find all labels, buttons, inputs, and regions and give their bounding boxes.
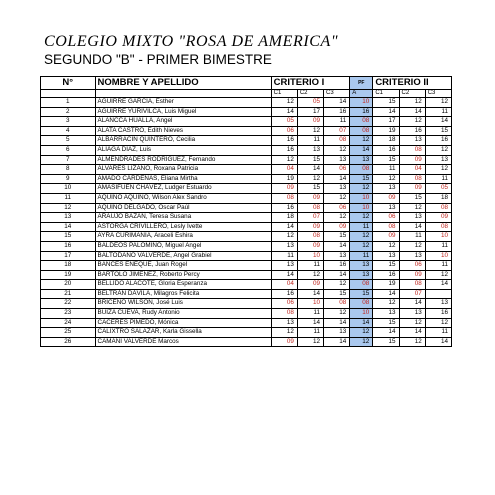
criterio1-grade: 06	[324, 165, 350, 175]
criterio2-grade: 12	[425, 165, 451, 175]
student-name: ALANCCA HUALLA, Angel	[95, 117, 271, 127]
criterio2-grade: 12	[373, 241, 399, 251]
criterio2-grade: 14	[399, 299, 425, 309]
criterio1-grade: 13	[271, 261, 297, 271]
criterio1-grade: 13	[271, 241, 297, 251]
criterio2-grade: 14	[399, 328, 425, 338]
criterio1-grade: 12	[271, 155, 297, 165]
criterio2-grade: 18	[425, 193, 451, 203]
table-row	[41, 213, 452, 223]
criterio1-grade: 14	[324, 241, 350, 251]
pf-grade: 12	[350, 136, 373, 146]
pf-grade: 15	[350, 289, 373, 299]
criterio2-grade: 12	[373, 299, 399, 309]
row-number: 23	[41, 309, 96, 319]
row-number: 1	[41, 98, 96, 108]
criterio1-grade: 09	[324, 222, 350, 232]
table-row	[41, 261, 452, 271]
pf-grade: 12	[350, 232, 373, 242]
col-num-header: N°	[41, 77, 96, 90]
row-number: 16	[41, 241, 96, 251]
criterio2-grade	[425, 289, 451, 299]
student-name: ASTORGA CRIVILLERO, Lesly Ivette	[95, 222, 271, 232]
criterio2-grade: 09	[373, 232, 399, 242]
criterio1-grade: 09	[297, 222, 323, 232]
criterio2-grade: 06	[373, 213, 399, 223]
pf-grade: 14	[350, 318, 373, 328]
row-number: 8	[41, 165, 96, 175]
table-row	[41, 126, 452, 136]
criterio2-grade: 15	[425, 126, 451, 136]
criterio1-grade: 11	[297, 328, 323, 338]
table-row	[41, 155, 452, 165]
pf-grade: 12	[350, 213, 373, 223]
table-row	[41, 270, 452, 280]
subheader-row	[41, 90, 452, 98]
criterio1-grade: 12	[324, 193, 350, 203]
criterio1-grade: 14	[324, 318, 350, 328]
criterio2-grade: 11	[425, 241, 451, 251]
row-number: 3	[41, 117, 96, 127]
criterio2-grade: 13	[399, 136, 425, 146]
criterio2-grade: 13	[399, 213, 425, 223]
criterio2-grade: 14	[373, 328, 399, 338]
criterio1-grade: 14	[324, 270, 350, 280]
student-name: BUIZA CUEVA, Rudy Antonio	[95, 309, 271, 319]
row-number: 20	[41, 280, 96, 290]
criterio2-grade: 11	[425, 328, 451, 338]
criterio1-grade: 16	[271, 289, 297, 299]
student-name: AGUIRRE GARCIA, Esther	[95, 98, 271, 108]
criterio1-grade: 06	[271, 299, 297, 309]
criterio1-grade: 09	[297, 241, 323, 251]
criterio2-grade: 12	[425, 270, 451, 280]
criterio1-grade: 06	[324, 203, 350, 213]
student-name: AQUINO AQUINO, Wilson Alex Sandro	[95, 193, 271, 203]
criterio2-grade: 13	[373, 203, 399, 213]
school-title: COLEGIO MIXTO "ROSA DE AMERICA"	[44, 33, 339, 50]
criterio1-grade: 12	[297, 270, 323, 280]
student-name: BANCES ENEQUE, Juan Rogel	[95, 261, 271, 271]
pf-grade: 12	[350, 328, 373, 338]
criterio1-grade: 12	[324, 213, 350, 223]
row-number: 24	[41, 318, 96, 328]
row-number: 12	[41, 203, 96, 213]
pf-grade: 08	[350, 165, 373, 175]
criterio1-grade: 13	[324, 328, 350, 338]
subheader-blank	[41, 90, 96, 98]
criterio2-grade: 19	[373, 126, 399, 136]
pf-grade: 15	[350, 174, 373, 184]
criterio1-grade: 04	[271, 280, 297, 290]
criterio1-grade: 09	[297, 193, 323, 203]
student-name: BELTRÁN DÁVILA, Milagros Felicita	[95, 289, 271, 299]
criterio2-grade: 16	[425, 136, 451, 146]
criterio2-grade: 09	[399, 270, 425, 280]
pf-sub: A	[350, 90, 373, 98]
row-number: 6	[41, 145, 96, 155]
criterio1-grade: 09	[271, 184, 297, 194]
criterio2-grade: 12	[425, 318, 451, 328]
table-row	[41, 184, 452, 194]
row-number: 19	[41, 270, 96, 280]
criterio2-grade: 06	[399, 261, 425, 271]
student-name: BRICEÑO WILSON, José Luis	[95, 299, 271, 309]
criterio1-grade: 05	[297, 98, 323, 108]
pf-grade: 08	[350, 117, 373, 127]
criterio1-grade: 09	[297, 280, 323, 290]
criterio2-grade: 14	[373, 289, 399, 299]
criterio1-grade: 07	[297, 213, 323, 223]
criterio1-grade: 16	[271, 145, 297, 155]
table-row	[41, 203, 452, 213]
table-row	[41, 117, 452, 127]
criterio1-grade: 11	[297, 261, 323, 271]
student-name: ALATA CASTRO, Edith Nieves	[95, 126, 271, 136]
criterio1-grade: 14	[271, 107, 297, 117]
table-row	[41, 251, 452, 261]
criterio1-grade: 15	[324, 289, 350, 299]
criterio1-grade: 10	[297, 251, 323, 261]
row-number: 11	[41, 193, 96, 203]
criterio1-grade: 14	[324, 174, 350, 184]
criterio2-grade: 08	[425, 222, 451, 232]
criterio2-grade: 11	[399, 232, 425, 242]
row-number: 26	[41, 337, 96, 347]
criterio2-grade: 15	[373, 155, 399, 165]
criterio2-grade: 09	[399, 184, 425, 194]
student-name: AYRA CURIMANIA, Araceli Eshira	[95, 232, 271, 242]
pf-grade: 12	[350, 241, 373, 251]
student-name: BALTODANO VALVERDE, Angel Grabiel	[95, 251, 271, 261]
table-row	[41, 174, 452, 184]
pf-grade: 12	[350, 337, 373, 347]
criterio1-grade: 16	[271, 203, 297, 213]
criterio1-grade: 14	[297, 318, 323, 328]
student-name: BELLIDO ALACOTE, Gloria Esperanza	[95, 280, 271, 290]
pf-grade: 11	[350, 251, 373, 261]
student-name: ALBARRACIN QUINTERO, Cecilia	[95, 136, 271, 146]
criterio2-grade: 12	[399, 203, 425, 213]
criterio2-grade: 08	[399, 174, 425, 184]
row-number: 22	[41, 299, 96, 309]
criterio2-grade: 08	[399, 280, 425, 290]
criterio2-grade: 12	[399, 117, 425, 127]
criterio2-grade: 07	[399, 289, 425, 299]
pf-grade: 10	[350, 193, 373, 203]
criterio1-grade: 16	[324, 107, 350, 117]
student-name: AQUINO DELGADO, Oscar Paúl	[95, 203, 271, 213]
criterio2-grade: 12	[373, 174, 399, 184]
criterio1-grade: 10	[297, 299, 323, 309]
criterio2-grade: 13	[425, 299, 451, 309]
table-row	[41, 318, 452, 328]
col-name-header: NOMBRE Y APELLIDO	[95, 77, 271, 90]
criterio2-grade: 14	[373, 107, 399, 117]
pf-grade: 08	[350, 280, 373, 290]
criterio2-grade: 13	[399, 309, 425, 319]
criterio2-grade: 09	[373, 193, 399, 203]
criterio2-grade: 13	[373, 184, 399, 194]
student-name: BARTOLO JIMENEZ, Roberto Percy	[95, 270, 271, 280]
row-number: 5	[41, 136, 96, 146]
table-row	[41, 222, 452, 232]
criterio1-grade: 08	[271, 309, 297, 319]
criterio1-grade: 05	[271, 117, 297, 127]
criterio1-grade: 16	[324, 261, 350, 271]
student-name: BALDEOS PALOMINO, Miguel Angel	[95, 241, 271, 251]
criterio2-grade: 09	[425, 213, 451, 223]
criterio2-grade: 15	[373, 318, 399, 328]
criterio1-grade: 13	[271, 318, 297, 328]
criterio2-grade: 15	[399, 193, 425, 203]
criterio2-grade: 14	[399, 107, 425, 117]
criterio1-grade: 04	[271, 165, 297, 175]
pf-grade: 13	[350, 261, 373, 271]
criterio2-grade: 12	[399, 98, 425, 108]
criterio1-grade: 09	[297, 117, 323, 127]
criterio1-grade: 12	[324, 309, 350, 319]
row-number: 18	[41, 261, 96, 271]
table-row	[41, 145, 452, 155]
criterio1-grade: 16	[271, 136, 297, 146]
criterio2-grade: 17	[373, 117, 399, 127]
criterio1-grade: 15	[297, 155, 323, 165]
row-number: 13	[41, 213, 96, 223]
criterio1-grade: 14	[271, 222, 297, 232]
criterio2-grade: 13	[373, 251, 399, 261]
table-row	[41, 193, 452, 203]
criterio2-grade: 15	[373, 261, 399, 271]
pf-grade: 08	[350, 126, 373, 136]
criterio1-grade: 13	[324, 155, 350, 165]
criterio1-grade: 12	[297, 126, 323, 136]
row-number: 10	[41, 184, 96, 194]
table-row	[41, 289, 452, 299]
table-row	[41, 280, 452, 290]
criterio2-grade: 14	[425, 280, 451, 290]
student-name: ALVARES LIZANO, Roxana Patricia	[95, 165, 271, 175]
table-row	[41, 107, 452, 117]
pf-header: PF	[350, 77, 373, 90]
criterio1-grade: 09	[271, 337, 297, 347]
row-number: 17	[41, 251, 96, 261]
criterio2-grade: 11	[425, 107, 451, 117]
student-name: ARAUJO BAZAN, Teresa Susana	[95, 213, 271, 223]
pf-grade: 16	[350, 107, 373, 117]
pf-grade: 13	[350, 155, 373, 165]
criterio1-grade: 11	[324, 117, 350, 127]
criterio1-grade: 12	[324, 145, 350, 155]
pf-grade: 14	[350, 145, 373, 155]
table-row	[41, 309, 452, 319]
table-row	[41, 165, 452, 175]
student-name: CAMANI VALVERDE Marcos	[95, 337, 271, 347]
pf-grade: 10	[350, 203, 373, 213]
pf-grade: 10	[350, 309, 373, 319]
criterio1-grade: 12	[297, 174, 323, 184]
criterio2-grade: 08	[373, 222, 399, 232]
row-number: 4	[41, 126, 96, 136]
pf-grade: 13	[350, 270, 373, 280]
criterio1-grade: 14	[324, 98, 350, 108]
sub1-c2: C2	[297, 90, 323, 98]
row-number: 14	[41, 222, 96, 232]
criterio1-grade: 08	[324, 136, 350, 146]
criterio2-grade: 11	[373, 165, 399, 175]
table-row	[41, 232, 452, 242]
criterio1-grade: 14	[271, 270, 297, 280]
criterio1-grade: 19	[271, 174, 297, 184]
criterio2-grade: 10	[425, 251, 451, 261]
student-name: AGUIRRE YURIVILCA, Luis Miguel	[95, 107, 271, 117]
criterio1-grade: 14	[297, 165, 323, 175]
criterio1-grade: 06	[271, 126, 297, 136]
criterio1-grade: 08	[271, 193, 297, 203]
student-name: ALMENDRADES RODRIGUEZ, Fernando	[95, 155, 271, 165]
pf-grade: 10	[350, 98, 373, 108]
sub1-c3: C3	[324, 90, 350, 98]
criterio2-grade: 16	[399, 126, 425, 136]
criterio2-grade: 13	[425, 155, 451, 165]
criterio1-grade: 14	[297, 289, 323, 299]
criterio2-grade: 16	[373, 145, 399, 155]
criterio1-grade: 18	[271, 213, 297, 223]
student-name: CALIXTRO SALAZAR, Karla Gissella	[95, 328, 271, 338]
pf-grade: 08	[350, 299, 373, 309]
criterio1-grade: 12	[324, 280, 350, 290]
criterio1-grade: 15	[297, 184, 323, 194]
class-subtitle: SEGUNDO "B" - PRIMER BIMESTRE	[44, 52, 272, 67]
criterio2-header: CRITERIO II	[373, 77, 452, 90]
criterio2-grade: 16	[425, 309, 451, 319]
criterio2-grade: 12	[425, 98, 451, 108]
table-row	[41, 136, 452, 146]
criterio1-grade: 11	[297, 136, 323, 146]
criterio1-grade: 13	[324, 251, 350, 261]
row-number: 25	[41, 328, 96, 338]
row-number: 7	[41, 155, 96, 165]
criterio2-grade: 08	[399, 145, 425, 155]
criterio1-grade: 17	[297, 107, 323, 117]
criterio1-grade: 08	[324, 299, 350, 309]
criterio2-grade: 15	[373, 337, 399, 347]
student-name: AMASIFUEN CHÁVEZ, Ludger Estuardo	[95, 184, 271, 194]
criterio2-grade: 15	[373, 98, 399, 108]
criterio1-grade: 11	[271, 251, 297, 261]
criterio2-grade: 11	[425, 174, 451, 184]
criterio2-grade: 13	[373, 309, 399, 319]
criterio2-grade: 08	[425, 203, 451, 213]
criterio2-grade: 12	[399, 318, 425, 328]
criterio1-grade: 15	[324, 232, 350, 242]
criterio1-grade: 14	[324, 337, 350, 347]
criterio1-grade: 13	[297, 145, 323, 155]
criterio1-grade: 12	[297, 337, 323, 347]
criterio2-grade: 05	[425, 184, 451, 194]
criterio1-grade: 13	[324, 184, 350, 194]
student-name: AMADO CÁRDENAS, Eliana Mirtha	[95, 174, 271, 184]
row-number: 2	[41, 107, 96, 117]
header-row	[41, 77, 452, 90]
criterio2-grade: 13	[399, 251, 425, 261]
criterio2-grade: 16	[373, 270, 399, 280]
student-name: CACERES PIMEDO, Mónica	[95, 318, 271, 328]
row-number: 9	[41, 174, 96, 184]
criterio1-grade: 12	[271, 232, 297, 242]
row-number: 15	[41, 232, 96, 242]
student-name: ALIAGA DIAZ, Luis	[95, 145, 271, 155]
criterio2-grade: 18	[373, 136, 399, 146]
criterio2-grade: 19	[373, 280, 399, 290]
criterio2-grade: 14	[399, 222, 425, 232]
criterio2-grade: 12	[425, 145, 451, 155]
criterio1-header: CRITERIO I	[271, 77, 350, 90]
subheader-blank	[95, 90, 271, 98]
sub1-c1: C1	[271, 90, 297, 98]
pf-grade: 11	[350, 222, 373, 232]
criterio1-grade: 08	[297, 203, 323, 213]
table-row	[41, 328, 452, 338]
sub2-c3: C3	[425, 90, 451, 98]
criterio2-grade: 12	[399, 241, 425, 251]
grades-table	[40, 76, 452, 347]
criterio1-grade: 12	[271, 328, 297, 338]
sub2-c1: C1	[373, 90, 399, 98]
row-number: 21	[41, 289, 96, 299]
criterio2-grade: 14	[425, 117, 451, 127]
sub2-c2: C2	[399, 90, 425, 98]
criterio2-grade: 10	[425, 232, 451, 242]
pf-grade: 12	[350, 184, 373, 194]
criterio1-grade: 07	[324, 126, 350, 136]
criterio2-grade: 04	[399, 165, 425, 175]
criterio1-grade: 08	[297, 232, 323, 242]
criterio2-grade: 09	[399, 155, 425, 165]
criterio1-grade: 12	[271, 98, 297, 108]
criterio1-grade: 11	[297, 309, 323, 319]
criterio2-grade: 11	[425, 261, 451, 271]
criterio2-grade: 14	[425, 337, 451, 347]
table-row	[41, 98, 452, 108]
criterio2-grade: 12	[399, 337, 425, 347]
table-row	[41, 299, 452, 309]
table-row	[41, 241, 452, 251]
table-row	[41, 337, 452, 347]
